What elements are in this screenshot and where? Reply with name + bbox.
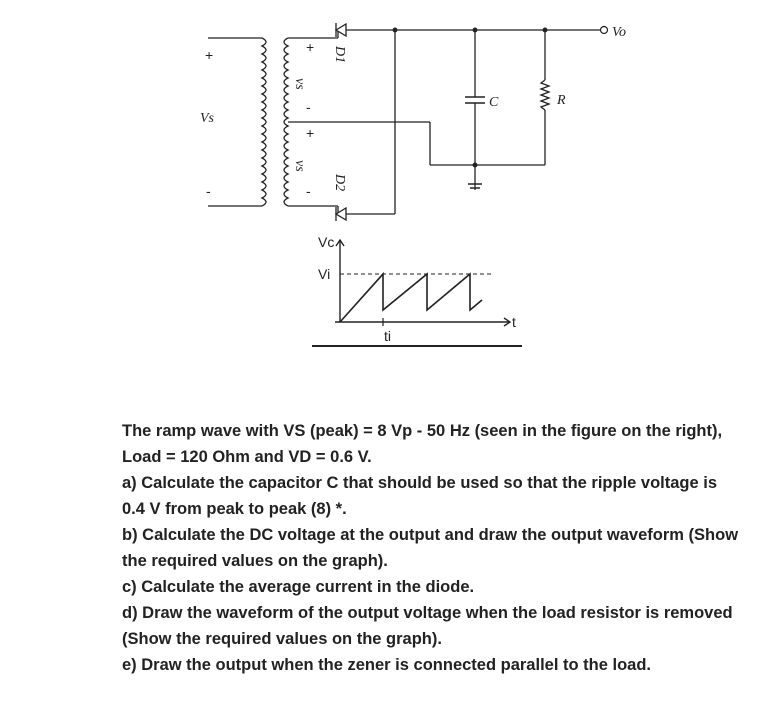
d1-label: D1 [332, 46, 347, 64]
secondary-bottom-vs: vs [292, 160, 307, 172]
transformer-primary-coil [208, 38, 266, 206]
diode-d2 [336, 207, 395, 221]
capacitor-label: C [489, 95, 499, 110]
circuit-wiring [310, 28, 600, 214]
question-part-a: a) Calculate the capacitor C that should be used so that the ripple voltage is 0.4 V from peak to peak (8) *. [122, 474, 718, 518]
ramp-graph [312, 240, 522, 346]
secondary-top-plus: + [306, 39, 315, 55]
secondary-bottom-plus: + [306, 125, 315, 141]
ramp-waveform [340, 274, 482, 322]
primary-minus: - [206, 183, 211, 199]
diode-d1 [336, 23, 395, 37]
question-part-d: d) Draw the waveform of the output voltage when the load resistor is removed (Show the required values on the graph). [122, 604, 733, 648]
secondary-bottom-minus: - [306, 183, 311, 199]
question-text [122, 418, 742, 678]
graph-y-label: Vc [318, 234, 335, 250]
graph-level-label: Vi [318, 266, 331, 282]
primary-vs-label: Vs [200, 111, 214, 126]
output-terminal [601, 27, 608, 34]
resistor-label: R [557, 93, 566, 108]
question-part-e: e) Draw the output when the zener is connected parallel to the load. [122, 656, 651, 674]
secondary-top-minus: - [306, 99, 311, 115]
primary-plus: + [205, 47, 214, 63]
question-part-b: b) Calculate the DC voltage at the output and draw the output waveform (Show the required values on the graph). [122, 526, 739, 570]
graph-tick-label: ti [384, 328, 391, 344]
graph-x-label: t [512, 314, 516, 330]
resistor-r [541, 80, 549, 110]
question-intro: The ramp wave with VS (peak) = 8 Vp - 50 Hz (seen in the figure on the right), Load = 120 Ohm and VD = 0.6 V. [122, 422, 723, 466]
secondary-top-vs: vs [292, 78, 307, 90]
d2-label: D2 [332, 174, 347, 192]
question-part-c: c) Calculate the average current in the diode. [122, 578, 475, 596]
output-label: Vo [612, 25, 626, 40]
